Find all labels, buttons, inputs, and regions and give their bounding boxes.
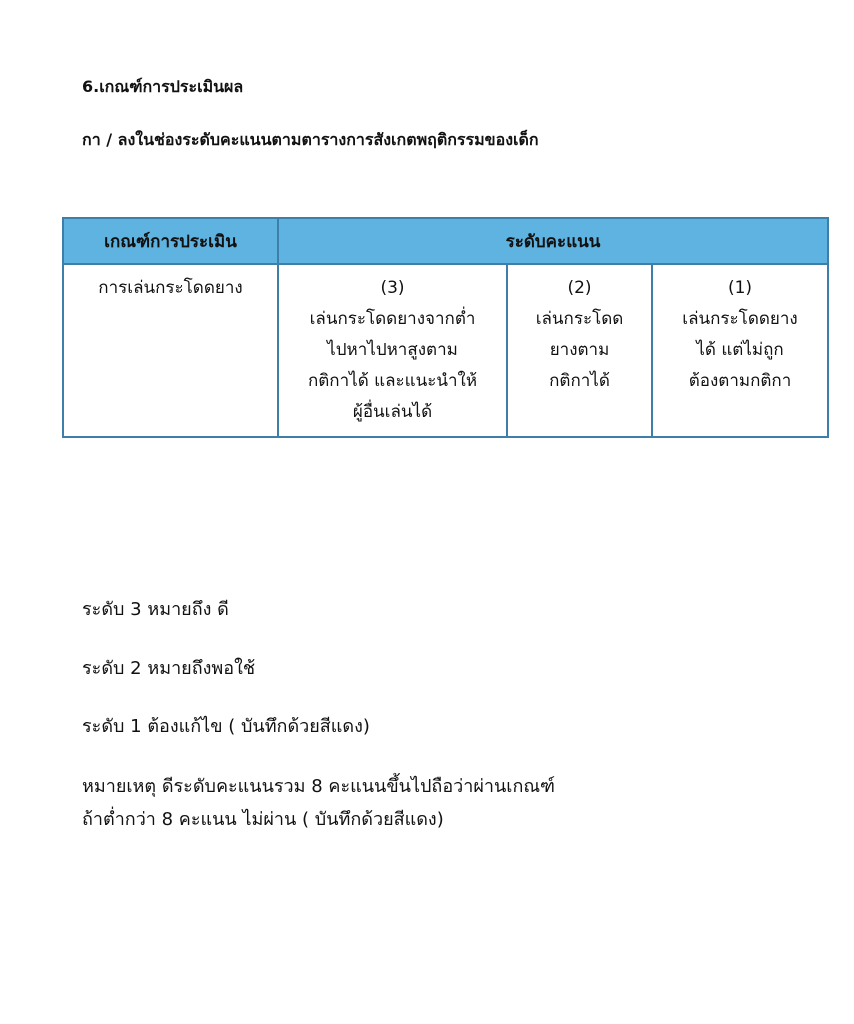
level-3-desc-line: ไปหาไปหาสูงตาม [327, 340, 458, 360]
legend-level-2: ระดับ 2 หมายถึงพอใช้ [82, 658, 256, 679]
header-score-level: ระดับคะแนน [278, 218, 828, 264]
section-title: 6.เกณฑ์การประเมินผล [82, 77, 244, 96]
evaluation-table [62, 217, 829, 438]
level-2-desc-line: ยางตาม [549, 340, 610, 360]
level-2-desc-line: กติกาได้ [549, 371, 610, 391]
level-3-desc-line: กติกาได้ และแนะนำให้ [307, 371, 478, 391]
criterion-label: การเล่นกระโดดยาง [98, 278, 243, 298]
level-2-score: (2) [567, 278, 592, 298]
level-1-desc-line: เล่นกระโดดยาง [682, 309, 798, 329]
level-1-score: (1) [727, 278, 753, 298]
level-3-desc-line: ผู้อื่นเล่นได้ [352, 402, 433, 422]
note-line-2: ถ้าต่ำกว่า 8 คะแนน ไม่ผ่าน ( บันทึกด้วยสีแดง) [82, 809, 444, 830]
level-1-desc-line: ได้ แต่ไม่ถูก [696, 340, 784, 360]
legend-level-3: ระดับ 3 หมายถึง ดี [82, 599, 229, 620]
level-1-cell [652, 264, 828, 437]
level-2-cell [507, 264, 652, 437]
note-line-1: หมายเหตุ ดีระดับคะแนนรวม 8 คะแนนขึ้นไปถือว่าผ่านเกณฑ์ [82, 776, 555, 797]
table-header-row [63, 218, 828, 264]
level-3-score: (3) [380, 278, 405, 298]
header-criteria: เกณฑ์การประเมิน [63, 218, 278, 264]
level-1-desc-line: ต้องตามกติกา [688, 371, 792, 391]
level-3-cell [278, 264, 507, 437]
instruction-text: กา / ลงในช่องระดับคะแนนตามตารางการสังเกตพฤติกรรมของเด็ก [82, 130, 539, 149]
criterion-cell [63, 264, 278, 437]
level-3-desc-line: เล่นกระโดดยางจากต่ำ [309, 309, 476, 329]
legend-level-1: ระดับ 1 ต้องแก้ไข ( บันทึกด้วยสีแดง) [82, 716, 370, 737]
level-2-desc-line: เล่นกระโดด [535, 309, 624, 329]
table-row [63, 264, 828, 437]
